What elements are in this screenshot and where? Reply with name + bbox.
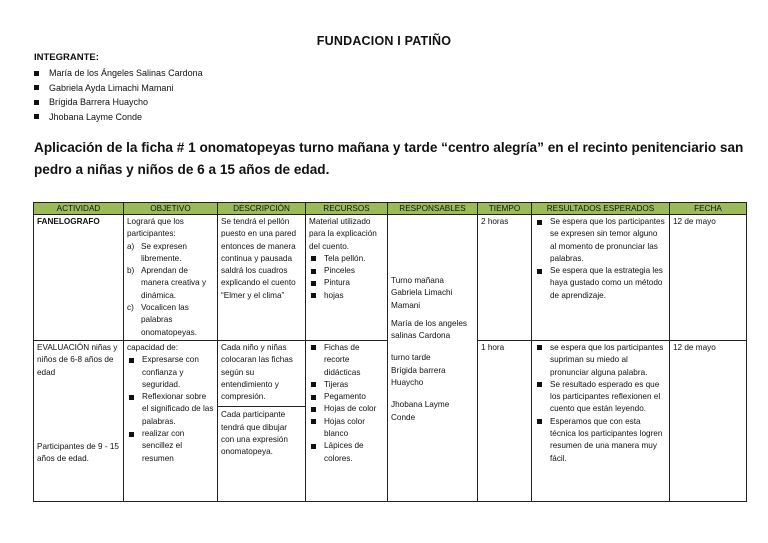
list-item: se espera que los participantes supriman su miedo al pronunciar alguna palabra. xyxy=(535,342,666,379)
member-name: Brígida Barrera Huaycho xyxy=(49,97,149,107)
list-item: Hojas color blanco xyxy=(309,416,384,441)
bullet-icon xyxy=(537,345,542,350)
cell-recursos: Material utilizado para la explicación del cuento. Tela pellón. Pinceles Pintura hojas xyxy=(306,215,388,341)
header-actividad: ACTIVIDAD xyxy=(34,203,124,215)
bullet-icon xyxy=(34,71,39,76)
divider xyxy=(218,406,305,407)
table-header-row xyxy=(34,203,747,215)
header-objetivo: OBJETIVO xyxy=(124,203,218,215)
header-resultados: RESULTADOS ESPERADOS xyxy=(532,203,670,215)
list-item: Fichas de recorte didácticas xyxy=(309,342,384,379)
bullet-icon xyxy=(537,269,542,274)
list-item: Pegamento xyxy=(309,391,384,403)
list-item: Hojas de color xyxy=(309,403,384,415)
bullet-icon xyxy=(311,281,316,286)
list-item: Pintura xyxy=(309,277,384,289)
cell-actividad: EVALUACIÓN niñas y niños de 6-8 años de edad Participantes de 9 - 15 años de edad. xyxy=(34,340,124,501)
bullet-icon xyxy=(537,220,542,225)
cell-objetivo: Logrará que los participantes: a) Se expresen libremente. b) Aprendan de manera creativa y dinámica. c) Vocalicen las palabras onomatopeyas. xyxy=(124,215,218,341)
cell-fecha: 12 de mayo xyxy=(670,215,747,341)
cell-actividad: FANELOGRAFO xyxy=(34,215,124,341)
list-item: Esperamos que con esta técnica los participantes logren resumen de una manera muy fácil. xyxy=(535,416,666,465)
page-title: FUNDACION I PATIÑO xyxy=(316,34,452,48)
list-item: Tela pellón. xyxy=(309,253,384,265)
bullet-icon xyxy=(311,293,316,298)
bullet-icon xyxy=(311,269,316,274)
bullet-icon xyxy=(537,419,542,424)
bullet-icon xyxy=(129,395,134,400)
list-item: realizar con sencillez el resumen xyxy=(127,428,214,465)
list-item: Reflexionar sobre el significado de las palabras. xyxy=(127,391,214,428)
bullet-icon xyxy=(311,256,316,261)
cell-tiempo: 2 horas xyxy=(478,215,532,341)
integrante-label: INTEGRANTE: xyxy=(34,52,99,63)
header-descripcion: DESCRIPCIÓN xyxy=(218,203,306,215)
bullet-icon xyxy=(311,395,316,400)
bullet-icon xyxy=(311,444,316,449)
list-item: Se resultado esperado es que los participantes reflexionen el cuento que están leyendo. xyxy=(535,379,666,416)
list-item: Pinceles xyxy=(309,265,384,277)
member-name: María de los Ángeles Salinas Cardona xyxy=(49,68,203,78)
list-item: hojas xyxy=(309,290,384,302)
bullet-icon xyxy=(129,432,134,437)
cell-resultados xyxy=(532,340,670,501)
member-name: Gabriela Ayda Limachi Mamani xyxy=(49,82,174,93)
bullet-icon xyxy=(311,407,316,412)
list-item: Lápices de colores. xyxy=(309,440,384,465)
bullet-icon xyxy=(311,345,316,350)
cell-descripcion: Cada niño y niñas colocaran las fichas según su entendimiento y compresión. Cada participante tendrá que dibujar con una expresión onomatopeya. xyxy=(218,340,306,501)
bullet-icon xyxy=(311,419,316,424)
cell-descripcion: Se tendrá el pellón puesto en una pared entonces de manera continua y pausada saldrá los cuadros explicando el cuento “Elmer y el clima” xyxy=(218,215,306,341)
bullet-icon xyxy=(129,358,134,363)
bullet-icon xyxy=(537,382,542,387)
cell-objetivo: capacidad de: Expresarse con confianza y seguridad. Reflexionar sobre el significado de las palabras. realizar con sencillez el resumen xyxy=(124,340,218,501)
bullet-icon xyxy=(311,382,316,387)
list-item xyxy=(34,81,203,96)
table-row xyxy=(34,215,747,341)
header-responsables: RESPONSABLES xyxy=(388,203,478,215)
bullet-icon xyxy=(34,100,39,105)
cell-resultados xyxy=(532,215,670,341)
cell-fecha: 12 de mayo xyxy=(670,340,747,501)
list-item: c) Vocalicen las palabras onomatopeyas. xyxy=(127,303,197,337)
members-list xyxy=(34,66,203,124)
list-item: Se espera que la estrategia les haya gustado como un método de aprendizaje. xyxy=(535,265,666,302)
bullet-icon xyxy=(34,85,39,90)
header-recursos: RECURSOS xyxy=(306,203,388,215)
cell-tiempo: 1 hora xyxy=(478,340,532,501)
list-item: Tijeras xyxy=(309,379,384,391)
list-item: a) Se expresen libremente. xyxy=(127,241,187,263)
header-fecha: FECHA xyxy=(670,203,747,215)
list-item: Expresarse con confianza y seguridad. xyxy=(127,354,214,391)
list-item: b) Aprendan de manera creativa y dinámica. xyxy=(127,266,207,300)
list-item: Se espera que los participantes se expresen sin temor alguno al momento de pronunciar las palabras. xyxy=(535,216,666,265)
section-heading: Aplicación de la ficha # 1 onomatopeyas turno mañana y tarde “centro alegría” en el recinto penitenciario san pedro a niñas y niños de 6 a 15 años de edad. xyxy=(34,140,744,177)
member-name: Jhobana Layme Conde xyxy=(49,111,143,122)
activity-table xyxy=(33,202,747,502)
header-tiempo: TIEMPO xyxy=(478,203,532,215)
list-item xyxy=(34,95,203,110)
list-item xyxy=(34,66,203,81)
cell-recursos xyxy=(306,340,388,501)
bullet-icon xyxy=(34,114,39,119)
cell-responsables: Turno mañana Gabriela Limachi Mamani María de los angeles salinas Cardona turno tarde Brígida barrera Huaycho Jhobana Layme Conde xyxy=(388,215,478,502)
list-item xyxy=(34,110,203,125)
